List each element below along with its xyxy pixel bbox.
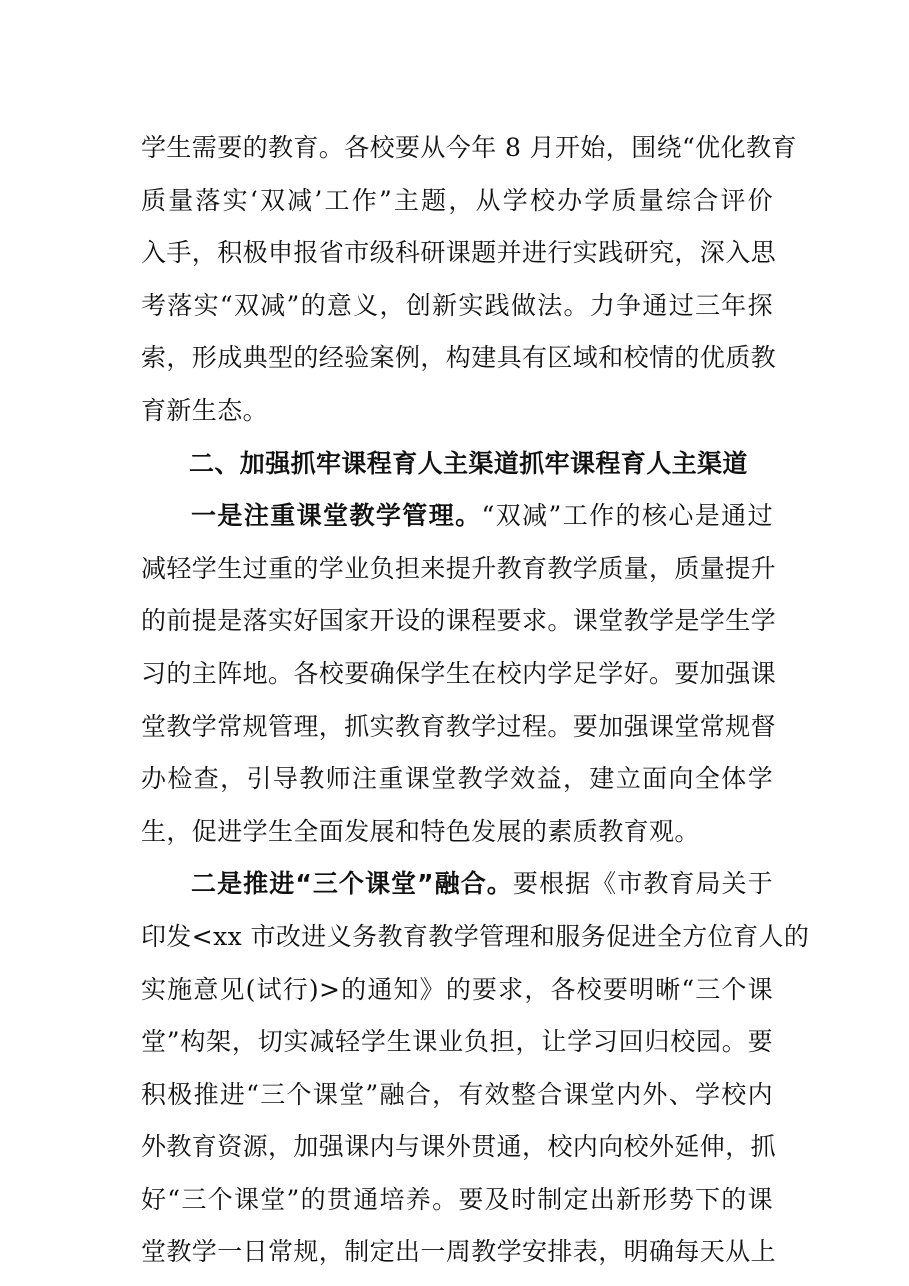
paragraph-line: 办检查，引导教师注重课堂教学效益，建立面向全体学: [141, 764, 773, 794]
paragraph-line: 好“三个课堂”的贯通培养。要及时制定出新形势下的课: [141, 1184, 773, 1214]
paragraph-line: 生，促进学生全面发展和特色发展的素质教育观。: [141, 816, 700, 846]
paragraph-line: 堂教学一日常规，制定出一周教学安排表，明确每天从上: [141, 1237, 777, 1267]
paragraph-line: 考落实“双减”的意义，创新实践做法。力争通过三年探: [141, 290, 773, 320]
paragraph-line: 入手，积极申报省市级科研课题并进行实践研究，深入思: [141, 238, 777, 268]
section-heading: 二、加强抓牢课程育人主渠道抓牢课程育人主渠道: [189, 448, 748, 478]
paragraph-lead-rest: “双减”工作的核心是通过: [481, 501, 773, 531]
paragraph-line: 减轻学生过重的学业负担来提升教育教学质量，质量提升: [141, 553, 777, 583]
paragraph-line: 外教育资源，加强课内与课外贯通，校内向校外延伸，抓: [141, 1132, 777, 1162]
paragraph-line: 索，形成典型的经验案例，构建具有区域和校情的优质教: [141, 343, 777, 373]
paragraph-lead-bold: 一是注重课堂教学管理。: [191, 501, 482, 531]
paragraph-line: 质量落实‘双减’工作”主题，从学校办学质量综合评价: [141, 185, 773, 215]
paragraph-lead-bold: 二是推进“三个课堂”融合。: [191, 869, 513, 899]
document-body: [141, 122, 810, 1279]
paragraph-line: 学生需要的教育。各校要从今年 8 月开始，围绕“优化教育: [141, 133, 797, 162]
paragraph-line: 印发<xx 市改进义务教育教学管理和服务促进全方位育人的: [141, 921, 810, 951]
paragraph-first-line: [141, 858, 773, 911]
paragraph-line: 积极推进“三个课堂”融合，有效整合课堂内外、学校内: [141, 1079, 773, 1109]
paragraph-lead-rest: 要根据《市教育局关于: [512, 869, 773, 899]
paragraph-line: 育新生态。: [141, 395, 269, 425]
paragraph-first-line: [141, 490, 773, 543]
paragraph-line: 习的主阵地。各校要确保学生在校内学足学好。要加强课: [141, 658, 777, 688]
paragraph-line: 的前提是落实好国家开设的课程要求。课堂教学是学生学: [141, 606, 777, 636]
paragraph-line: 堂”构架，切实减轻学生课业负担，让学习回归校园。要: [141, 1027, 773, 1057]
paragraph-line: 实施意见(试行)>的通知》的要求，各校要明晰“三个课: [141, 974, 773, 1004]
paragraph-line: 堂教学常规管理，抓实教育教学过程。要加强课堂常规督: [141, 711, 777, 741]
